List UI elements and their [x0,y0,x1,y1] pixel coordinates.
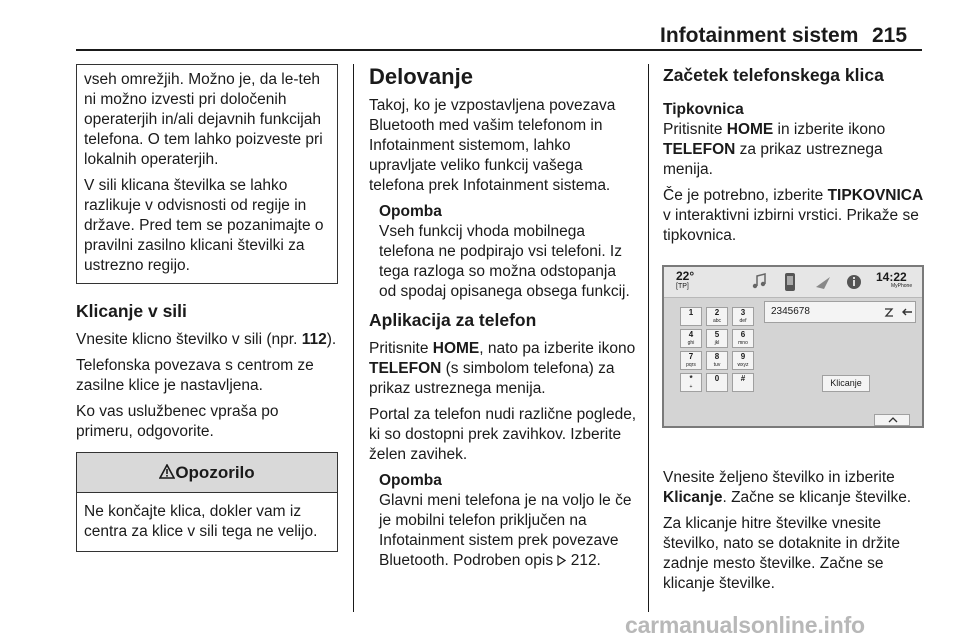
header-rule [76,49,922,51]
paragraph-home-telefon: Pritisnite HOME in izberite ikono TELEFON za prikaz ustreznega menija. [663,121,886,178]
column-3-lower [663,468,925,600]
paragraph-emergency-number: Vnesite klicno številko v sili (npr. 112). [76,331,337,348]
chevron-up-icon [888,417,898,423]
paragraph-phone-app: Pritisnite HOME, nato pa izberite ikono TELEFON (s simbolom telefona) za prikaz ustreznega menija. [369,340,636,397]
note-box-1 [369,202,637,302]
screen-number-field[interactable] [764,301,916,323]
backspace-icon[interactable] [901,307,913,317]
paragraph-answer: Ko vas uslužbenec vpraša po primeru, odgovorite. [76,403,279,440]
warning-title: Opozorilo [175,463,255,482]
key-hash[interactable]: # [732,373,754,392]
subheading-keypad: Tipkovnica [663,101,744,118]
screen-clock: 14:22 [876,270,907,284]
music-note-icon[interactable] [748,271,772,293]
key-7[interactable]: 7 pqrs [680,351,702,370]
handwriting-input-icon[interactable] [883,306,895,319]
continued-box [76,64,338,284]
screen-temperature: 22° [676,269,695,283]
phone-icon[interactable] [778,271,802,293]
warning-header [77,453,337,493]
subsection-heading-phone-app: Aplikacija za telefon [369,310,537,330]
screen-call-button[interactable]: Klicanje [822,375,870,392]
key-3[interactable]: 3 def [732,307,754,326]
box-paragraph-1: vseh omrežjih. Možno je, da le-teh ni možno izvesti pri določenih operaterjih in/ali dejavnih funkcijah telefona. O tem lahko poizveste pri lokalnih operaterjih. [84,71,323,168]
paragraph-keypad-select: Če je potrebno, izberite TIPKOVNICA v interaktivni izbirni vrstici. Prikaže se tipkovnica. [663,187,924,244]
note-text-1: Vseh funkcij vhoda mobilnega telefona ne podpirajo vsi telefoni. Iz tega razloga so možna odstopanja od spodaj opisanega obsega funkcij. [379,223,630,300]
column-divider-1 [353,64,354,612]
section-heading-emergency-call: Klicanje v sili [76,301,187,321]
paragraph-portal: Portal za telefon nudi različne poglede, ki so dostopni prek zavihkov. Izberite želen zavihek. [369,406,637,463]
paragraph-speed-dial: Za klicanje hitre številke vnesite številko, nato se dotaknite in držite zadnje mesto številke. Začne se klicanje številke. [663,515,900,592]
section-heading-operation: Delovanje [369,64,473,89]
column-2 [369,64,637,578]
watermark-footer[interactable]: carmanualsonline.info [625,612,865,638]
key-8[interactable]: 8 tuv [706,351,728,370]
paragraph-connection: Telefonska povezava s centrom ze zasilne klice je nastavljena. [76,357,314,394]
section-heading-start-call: Začetek telefonskega klica [663,65,884,85]
warning-triangle-icon [159,464,175,479]
column-1 [76,64,338,552]
screen-tp-indicator: [TP] [676,283,689,290]
screen-status-bar [664,267,922,298]
navigation-arrow-icon[interactable] [812,271,836,293]
screen-phone-name: MyPhone [891,283,913,289]
key-star[interactable]: * + [680,373,702,392]
infotainment-keypad-screenshot [662,265,924,428]
key-1[interactable]: 1 [680,307,702,326]
note-text-2: Glavni meni telefona je na voljo le če je mobilni telefon priključen na Infotainment sistem prek povezave Bluetooth. Podroben opis 212. [379,492,632,569]
column-3 [663,64,925,252]
key-0[interactable]: 0 [706,373,728,392]
key-4[interactable]: 4 ghi [680,329,702,348]
paragraph-operation: Takoj, ko je vzpostavljena povezava Bluetooth med vašim telefonom in Infotainment sistemom, lahko upravljate veliko funkcij vašega telefona prek Infotainment sistema. [369,97,616,194]
screen-dialed-number: 2345678 [771,306,810,317]
key-9[interactable]: 9 wxyz [732,351,754,370]
box-paragraph-2: V sili klicana številka se lahko razlikuje v odvisnosti od regije in države. Pred tem se pozanimajte o pravilni zasilno klicani številki za ustrezno regijo. [84,177,324,274]
key-6[interactable]: 6 mno [732,329,754,348]
page-reference-link[interactable]: 212. [566,552,601,569]
info-circle-icon[interactable] [842,271,866,293]
screen-collapse-tab[interactable] [874,414,910,426]
warning-box [76,452,338,552]
page-number: 215 [872,24,908,47]
warning-text: Ne končajte klica, dokler vam iz centra za klice v sili tega ne velijo. [84,503,318,540]
key-2[interactable]: 2 abc [706,307,728,326]
note-title-2: Opomba [379,472,442,489]
note-box-2 [369,471,637,571]
paragraph-enter-number: Vnesite željeno številko in izberite Klicanje. Začne se klicanje številke. [663,469,912,506]
running-header-title: Infotainment sistem [660,24,859,47]
key-5[interactable]: 5 jkl [706,329,728,348]
column-divider-2 [648,64,649,612]
note-title-1: Opomba [379,203,442,220]
